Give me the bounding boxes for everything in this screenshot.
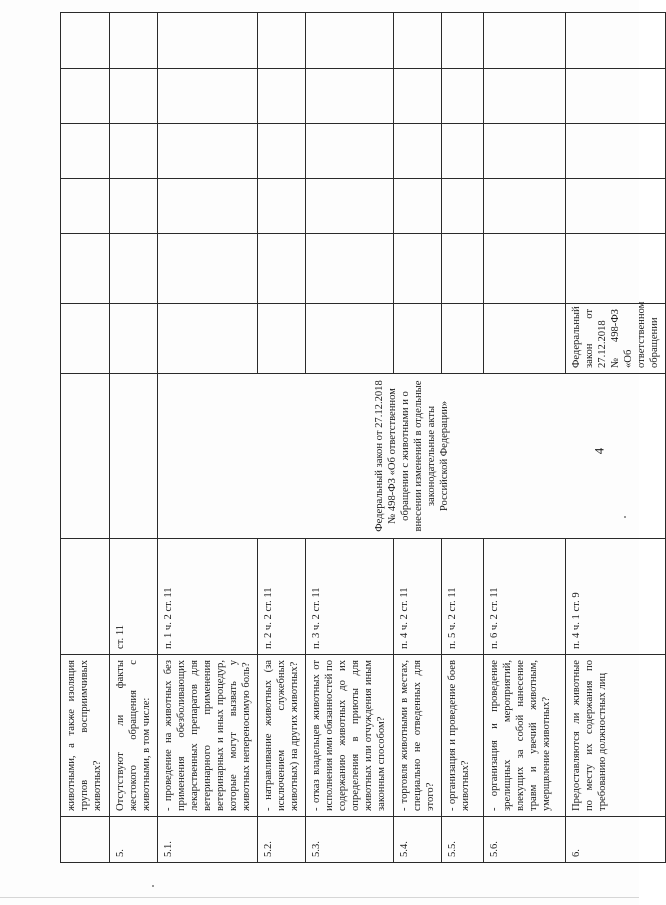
legal-reference-cell: п. 5 ч. 2 ст. 11 — [442, 539, 484, 655]
question-cell: животными, а также изоляция трупов восприимчивых животных? — [61, 655, 110, 817]
answer-na-cell — [394, 179, 442, 234]
answer-no-cell — [484, 234, 566, 304]
question-cell: Предоставляются ли животные по месту их содержания по требованию должностных лиц — [566, 655, 666, 817]
legal-act-cell: Федеральный закон от 27.12.2018 № 498-ФЗ «Об ответственном обращении — [566, 304, 666, 374]
scan-edge-line — [0, 897, 639, 898]
notes-cell — [61, 13, 110, 69]
row-number-cell: 5.1. — [158, 817, 258, 863]
answer-extra-cell — [484, 69, 566, 124]
row-number-cell — [61, 817, 110, 863]
inspection-checklist-table — [60, 12, 666, 863]
notes-cell — [110, 13, 158, 69]
row-number-cell: 5.5. — [442, 817, 484, 863]
answer-no-cell — [110, 234, 158, 304]
question-cell: - натравливание животных (за исключением служебных животных) на других животных? — [258, 655, 306, 817]
answer-yes-cell — [394, 304, 442, 374]
answer-extra-cell — [258, 69, 306, 124]
answer-na-cell — [258, 179, 306, 234]
notes-cell — [306, 13, 394, 69]
answer-extra-cell — [110, 124, 158, 179]
answer-extra-cell — [110, 69, 158, 124]
table-body — [61, 13, 666, 863]
answer-no-cell — [158, 234, 258, 304]
notes-cell — [258, 13, 306, 69]
answer-no-cell — [394, 234, 442, 304]
answer-extra-cell — [158, 124, 258, 179]
question-cell: - организация и проведение зрелищных мероприятий, влекущих за собой нанесение травм и увечий животным, умерщвление животных? — [484, 655, 566, 817]
question-cell: - торговля животными в местах, специально не отведенных для этого? — [394, 655, 442, 817]
answer-yes-cell — [258, 304, 306, 374]
table-row — [110, 13, 158, 863]
answer-na-cell — [566, 124, 666, 179]
scan-speck — [624, 516, 626, 518]
legal-act-cell — [110, 374, 158, 539]
answer-na-cell — [442, 179, 484, 234]
answer-na-cell — [158, 179, 258, 234]
question-cell: - организация и проведение боев животных? — [442, 655, 484, 817]
page-number: 4 — [591, 447, 607, 455]
answer-na-cell — [306, 179, 394, 234]
rotated-table-container — [60, 13, 660, 863]
legal-reference-cell: п. 2 ч. 2 ст. 11 — [258, 539, 306, 655]
question-cell: - проведение на животных без применения обезболивающих лекарственных препаратов для ветеринарного применения ветеринарных и иных процедур, которые могут вызвать у животных непереносимую боль? — [158, 655, 258, 817]
answer-yes-cell — [442, 304, 484, 374]
legal-reference-cell: п. 4 ч. 1 ст. 9 — [566, 539, 666, 655]
answer-yes-cell — [158, 304, 258, 374]
answer-extra-cell — [442, 69, 484, 124]
answer-yes-cell — [61, 304, 110, 374]
answer-na-cell — [484, 179, 566, 234]
row-number-cell: 6. — [566, 817, 666, 863]
answer-extra-cell — [61, 69, 110, 124]
question-cell: - отказ владельцев животных от исполнения ими обязанностей по содержанию животных до их определения в приюты для животных или отчуждения иным законным способом? — [306, 655, 394, 817]
notes-cell — [394, 13, 442, 69]
answer-extra-cell — [258, 124, 306, 179]
answer-extra-cell — [158, 69, 258, 124]
legal-reference-cell: п. 6 ч. 2 ст. 11 — [484, 539, 566, 655]
answer-yes-cell — [566, 234, 666, 304]
answer-yes-cell — [484, 304, 566, 374]
answer-extra-cell — [484, 124, 566, 179]
notes-cell — [158, 13, 258, 69]
answer-yes-cell — [110, 304, 158, 374]
table-row — [158, 13, 258, 863]
row-number-cell: 5.4. — [394, 817, 442, 863]
answer-na-cell — [61, 179, 110, 234]
answer-extra-cell — [566, 69, 666, 124]
row-number-cell: 5.2. — [258, 817, 306, 863]
answer-no-cell — [306, 234, 394, 304]
answer-no-cell — [61, 234, 110, 304]
legal-reference-cell: п. 4 ч. 2 ст. 11 — [394, 539, 442, 655]
table-row — [61, 13, 110, 863]
row-number-cell: 5.3. — [306, 817, 394, 863]
legal-reference-cell: п. 1 ч. 2 ст. 11 — [158, 539, 258, 655]
answer-no-cell — [566, 179, 666, 234]
legal-reference-cell — [61, 539, 110, 655]
notes-cell — [484, 13, 566, 69]
answer-na-cell — [110, 179, 158, 234]
legal-act-cell — [61, 374, 110, 539]
answer-extra-cell — [566, 13, 666, 69]
notes-cell — [442, 13, 484, 69]
legal-act-cell: Федеральный закон от 27.12.2018 № 498-ФЗ «Об ответственном обращении с животными и о внесении изменений в отдельные законодательные акты Российской Федерации» — [158, 374, 666, 539]
row-number-cell: 5. — [110, 817, 158, 863]
row-number-cell: 5.6. — [484, 817, 566, 863]
answer-extra-cell — [442, 124, 484, 179]
answer-extra-cell — [394, 69, 442, 124]
answer-extra-cell — [306, 124, 394, 179]
answer-no-cell — [258, 234, 306, 304]
legal-reference-cell: ст. 11 — [110, 539, 158, 655]
answer-no-cell — [442, 234, 484, 304]
answer-extra-cell — [306, 69, 394, 124]
answer-extra-cell — [61, 124, 110, 179]
answer-yes-cell — [306, 304, 394, 374]
legal-reference-cell: п. 3 ч. 2 ст. 11 — [306, 539, 394, 655]
answer-extra-cell — [394, 124, 442, 179]
question-cell: Отсутствуют ли факты жестокого обращения с животными, в том числе: — [110, 655, 158, 817]
scan-speck — [152, 885, 154, 887]
